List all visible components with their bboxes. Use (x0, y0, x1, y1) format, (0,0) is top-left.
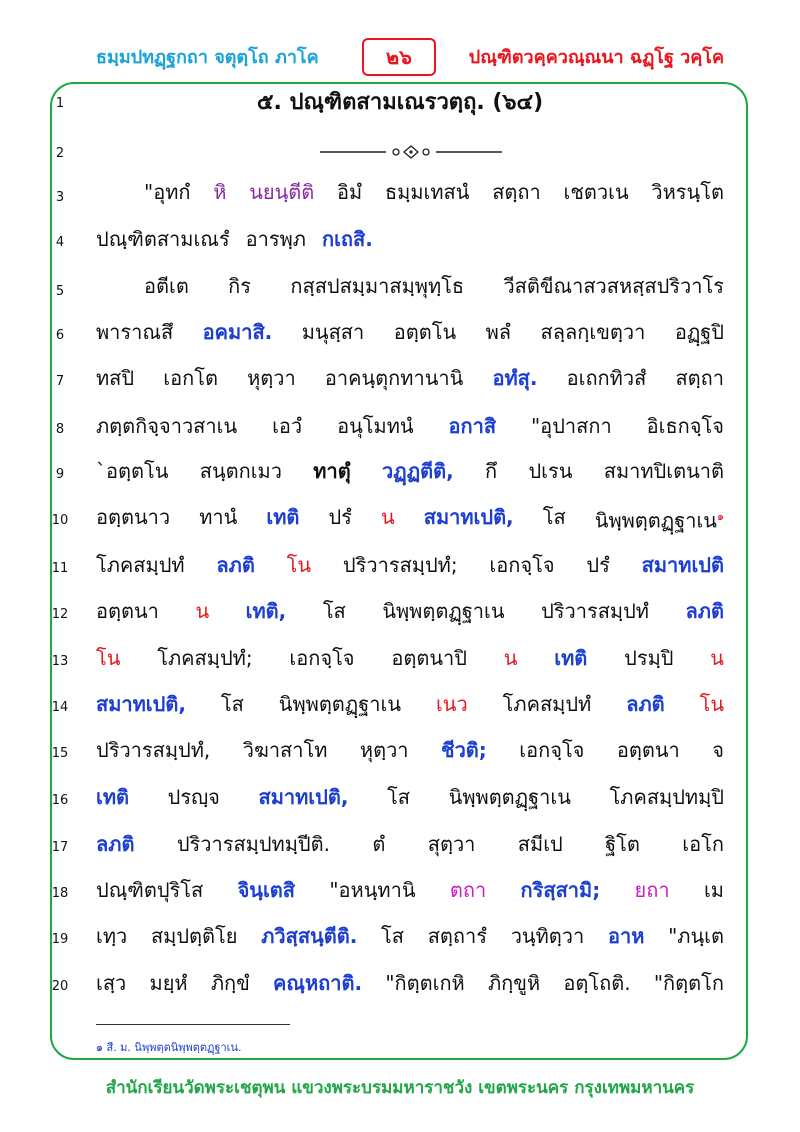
word: อตฺตนาปิ (391, 646, 467, 670)
word: อตฺตนาว (96, 505, 171, 529)
word: คณฺหถาติ. (273, 971, 363, 995)
word: ปณฺฑิตสามเณรํ (96, 227, 230, 251)
word: โน (699, 692, 724, 716)
word: ชีวติ; (441, 738, 487, 762)
footnote-rule (96, 1024, 290, 1025)
text-line-7 (96, 364, 724, 392)
word: วฏฺฏตีติ, (382, 459, 454, 483)
word: เอกโต (163, 366, 218, 390)
word: วิหรนฺโต (651, 180, 724, 204)
word: เนว (435, 692, 468, 716)
word: เม (703, 878, 724, 902)
word: ลภติ (685, 599, 724, 623)
text-line-9 (96, 457, 724, 485)
word: อาห (607, 924, 645, 948)
word: "ภนฺเต (668, 924, 724, 948)
word: วีสติขีณาสวสหสฺสปริวาโร (503, 274, 724, 298)
text-line-12 (96, 597, 724, 625)
word: เทฺว (96, 924, 128, 948)
line-number: 11 (51, 561, 69, 576)
word: สมาทเปติ, (96, 692, 186, 716)
word-with-footnote (595, 503, 724, 535)
word: น (380, 505, 395, 529)
word: ตํ (372, 832, 386, 856)
word: จินฺเตสิ (237, 878, 295, 902)
word: สมาทเปติ (641, 553, 724, 577)
line-number: 2 (55, 146, 65, 161)
word: อตีเต (144, 274, 189, 298)
word: ปรํ (586, 553, 610, 577)
word: โส (322, 599, 346, 623)
text-line-4 (96, 225, 724, 253)
word: วนฺทิตฺวา (510, 924, 585, 948)
footnote: ๑ สี. ม. นิพฺพตฺตนิพฺพตฺตฏฺฐาเน. (96, 1041, 242, 1054)
line-number: 9 (55, 467, 65, 482)
text-line-16 (96, 783, 724, 811)
word: วิฆาสาโท (242, 738, 328, 762)
word: `อตฺตโน (96, 459, 169, 483)
word: กิร (228, 274, 252, 298)
word: อิเธกจฺโจ (646, 414, 724, 438)
word: อตฺตนา (96, 599, 159, 623)
word: เอกจฺโจ (519, 738, 585, 762)
word: ปณฺฑิตปุริโส (96, 878, 204, 902)
word: สมีเป (517, 832, 563, 856)
line-number: 19 (51, 932, 69, 947)
word: โส (220, 692, 244, 716)
word: น (195, 599, 210, 623)
word: กสฺสปสมฺมาสมฺพุทฺโธ (290, 274, 465, 298)
word: ฐิโต (605, 832, 640, 856)
story-title: ๕. ปณฺฑิตสามเณรวตฺถุ. (๖๔) (256, 90, 544, 115)
word: โภคสมฺปทํ (502, 692, 592, 716)
header-chapter-title: ปณฺฑิตวคฺควณฺณนา ฉฏฺโฐ วคฺโค (468, 47, 724, 68)
line-number: 10 (51, 513, 69, 528)
line-number: 17 (51, 840, 69, 855)
word: สนฺตกเมว (199, 459, 282, 483)
text-line-19 (96, 922, 724, 950)
word: "อุปาสกา (530, 414, 612, 438)
footer-institution: สำนักเรียนวัดพระเชตุพน แขวงพระบรมมหาราชวัง เขตพระนคร กรุงเทพมหานคร (105, 1078, 695, 1098)
word: สตฺถา (492, 180, 541, 204)
word: นิพฺพตฺตฏฺฐาเน (382, 599, 505, 623)
text-line-13 (96, 644, 724, 672)
word: อคมาสิ. (202, 320, 273, 344)
text-line-10 (96, 503, 724, 535)
word: ปรํ (328, 505, 352, 529)
word: โส (542, 505, 566, 529)
word: โภคสมฺปทํ (96, 553, 185, 577)
text-line-17 (96, 830, 724, 858)
word: ปริวารสมฺปทมฺปีติ. (176, 832, 330, 856)
word: "กิตฺตโก (653, 971, 724, 995)
word: สมาทเปติ, (258, 785, 349, 809)
word: นยนฺตีติ (249, 180, 315, 204)
word: ภตฺตกิจฺจาวสาเน (96, 414, 238, 438)
word: สตฺถา (675, 366, 724, 390)
word: "กิตฺตเกหิ (385, 971, 465, 995)
word: ธมฺมเทสนํ (384, 180, 470, 204)
word: โส (381, 924, 404, 948)
header-book-title: ธมฺมปทฏฺฐกถา จตุตฺโถ ภาโค (96, 47, 319, 68)
word: ลภติ (216, 553, 255, 577)
word: จ (712, 738, 724, 762)
word: ภิกฺขูหิ (487, 971, 541, 995)
word: สมฺปตฺติโย (150, 924, 238, 948)
word: อนุโมทนํ (337, 414, 414, 438)
word: มยฺหํ (149, 971, 188, 995)
text-line-5 (144, 272, 724, 300)
word: ลภติ (626, 692, 665, 716)
line-number: 5 (55, 284, 65, 299)
word: นิพฺพตฺตฏฺฐาเน (594, 508, 717, 533)
word: อกาสิ (448, 414, 497, 438)
line-number: 15 (51, 746, 69, 761)
line-number: 6 (55, 328, 65, 343)
word: สตฺถารํ (427, 924, 487, 948)
word: อตฺโถติ. (563, 971, 631, 995)
word: อตฺตนา (616, 738, 680, 762)
word: เอวํ (272, 414, 303, 438)
word: ทานํ (199, 505, 238, 529)
word: ปริวารสมฺปทํ; (342, 553, 458, 577)
word: โภคสมฺปทมฺปิ (609, 785, 724, 809)
text-line-15 (96, 736, 724, 764)
text-line-11 (96, 551, 724, 579)
word: "อุทกํ (144, 180, 191, 204)
word: กึ (485, 459, 498, 483)
word: เทติ (266, 505, 300, 529)
text-line-14 (96, 690, 724, 718)
word: ลภติ (96, 832, 135, 856)
word: เชตวเน (563, 180, 629, 204)
word: สลฺลกฺเขตฺวา (540, 320, 646, 344)
word: โส (387, 785, 411, 809)
text-line-20 (96, 969, 724, 997)
line-number: 14 (51, 700, 69, 715)
text-line-3 (144, 178, 724, 206)
word: ปเรน (528, 459, 573, 483)
word: กเถสิ. (321, 227, 373, 251)
word: โน (286, 553, 312, 577)
text-line-18 (96, 876, 724, 904)
line-number: 20 (51, 979, 69, 994)
word: อเถกทิวสํ (566, 366, 647, 390)
footnote-marker: ๑ (716, 510, 724, 523)
page-number: ๒๖ (362, 38, 436, 76)
word: เอกจฺโจ (489, 553, 555, 577)
word: พาราณสึ (96, 320, 174, 344)
text-line-8 (96, 412, 724, 440)
word: อารพฺภ (245, 227, 306, 251)
word: น (710, 646, 724, 670)
word: เทติ, (245, 599, 287, 623)
word: โน (96, 646, 121, 670)
word: นิพฺพตฺตฏฺฐาเน (278, 692, 401, 716)
word: ตถา (449, 878, 487, 902)
line-number: 18 (51, 886, 69, 901)
word: อตฺตโน (393, 320, 457, 344)
line-number: 3 (55, 190, 65, 205)
word: โภคสมฺปทํ; (157, 646, 253, 670)
word: ปรญฺจ (167, 785, 220, 809)
word: สมาทปิเตนาติ (603, 459, 724, 483)
word: อทํสุ. (492, 366, 538, 390)
word: ปรมฺปิ (624, 646, 674, 670)
word: นิพฺพตฺตฏฺฐาเน (448, 785, 571, 809)
word: เสฺว (96, 971, 127, 995)
line-number: 7 (55, 374, 65, 389)
word: หุตฺวา (359, 738, 409, 762)
word: หิ (213, 180, 227, 204)
word: ภวิสฺสนฺตีติ. (261, 924, 358, 948)
word: อฏฺฐปิ (674, 320, 724, 344)
word: "อหนฺทานิ (329, 878, 416, 902)
word: อิมํ (337, 180, 363, 204)
word: กริสฺสามิ; (520, 878, 601, 902)
ornament-divider (316, 142, 506, 162)
word: ยถา (634, 878, 670, 902)
word: เทติ (96, 785, 130, 809)
word: สุตฺวา (427, 832, 476, 856)
word: ปริวารสมฺปทํ (541, 599, 649, 623)
word: น (503, 646, 518, 670)
word: เอกจฺโจ (289, 646, 355, 670)
line-number: 12 (51, 607, 69, 622)
line-number: 13 (51, 654, 69, 669)
word: ทสปิ (96, 366, 135, 390)
line-number: 1 (55, 96, 65, 111)
word: อาคนฺตุกทานานิ (324, 366, 464, 390)
line-number: 16 (51, 793, 69, 808)
word: ปริวารสมฺปทํ, (96, 738, 211, 762)
word: สมาทเปติ, (423, 505, 514, 529)
line-number: 8 (55, 422, 65, 437)
word: ภิกฺขํ (210, 971, 250, 995)
word: เอโก (682, 832, 724, 856)
word: พลํ (485, 320, 512, 344)
word: ทาตุํ (313, 459, 351, 483)
word: เทติ (554, 646, 588, 670)
line-number: 4 (55, 235, 65, 250)
text-line-6 (96, 318, 724, 346)
word: หุตฺวา (247, 366, 296, 390)
word: มนุสฺสา (301, 320, 365, 344)
